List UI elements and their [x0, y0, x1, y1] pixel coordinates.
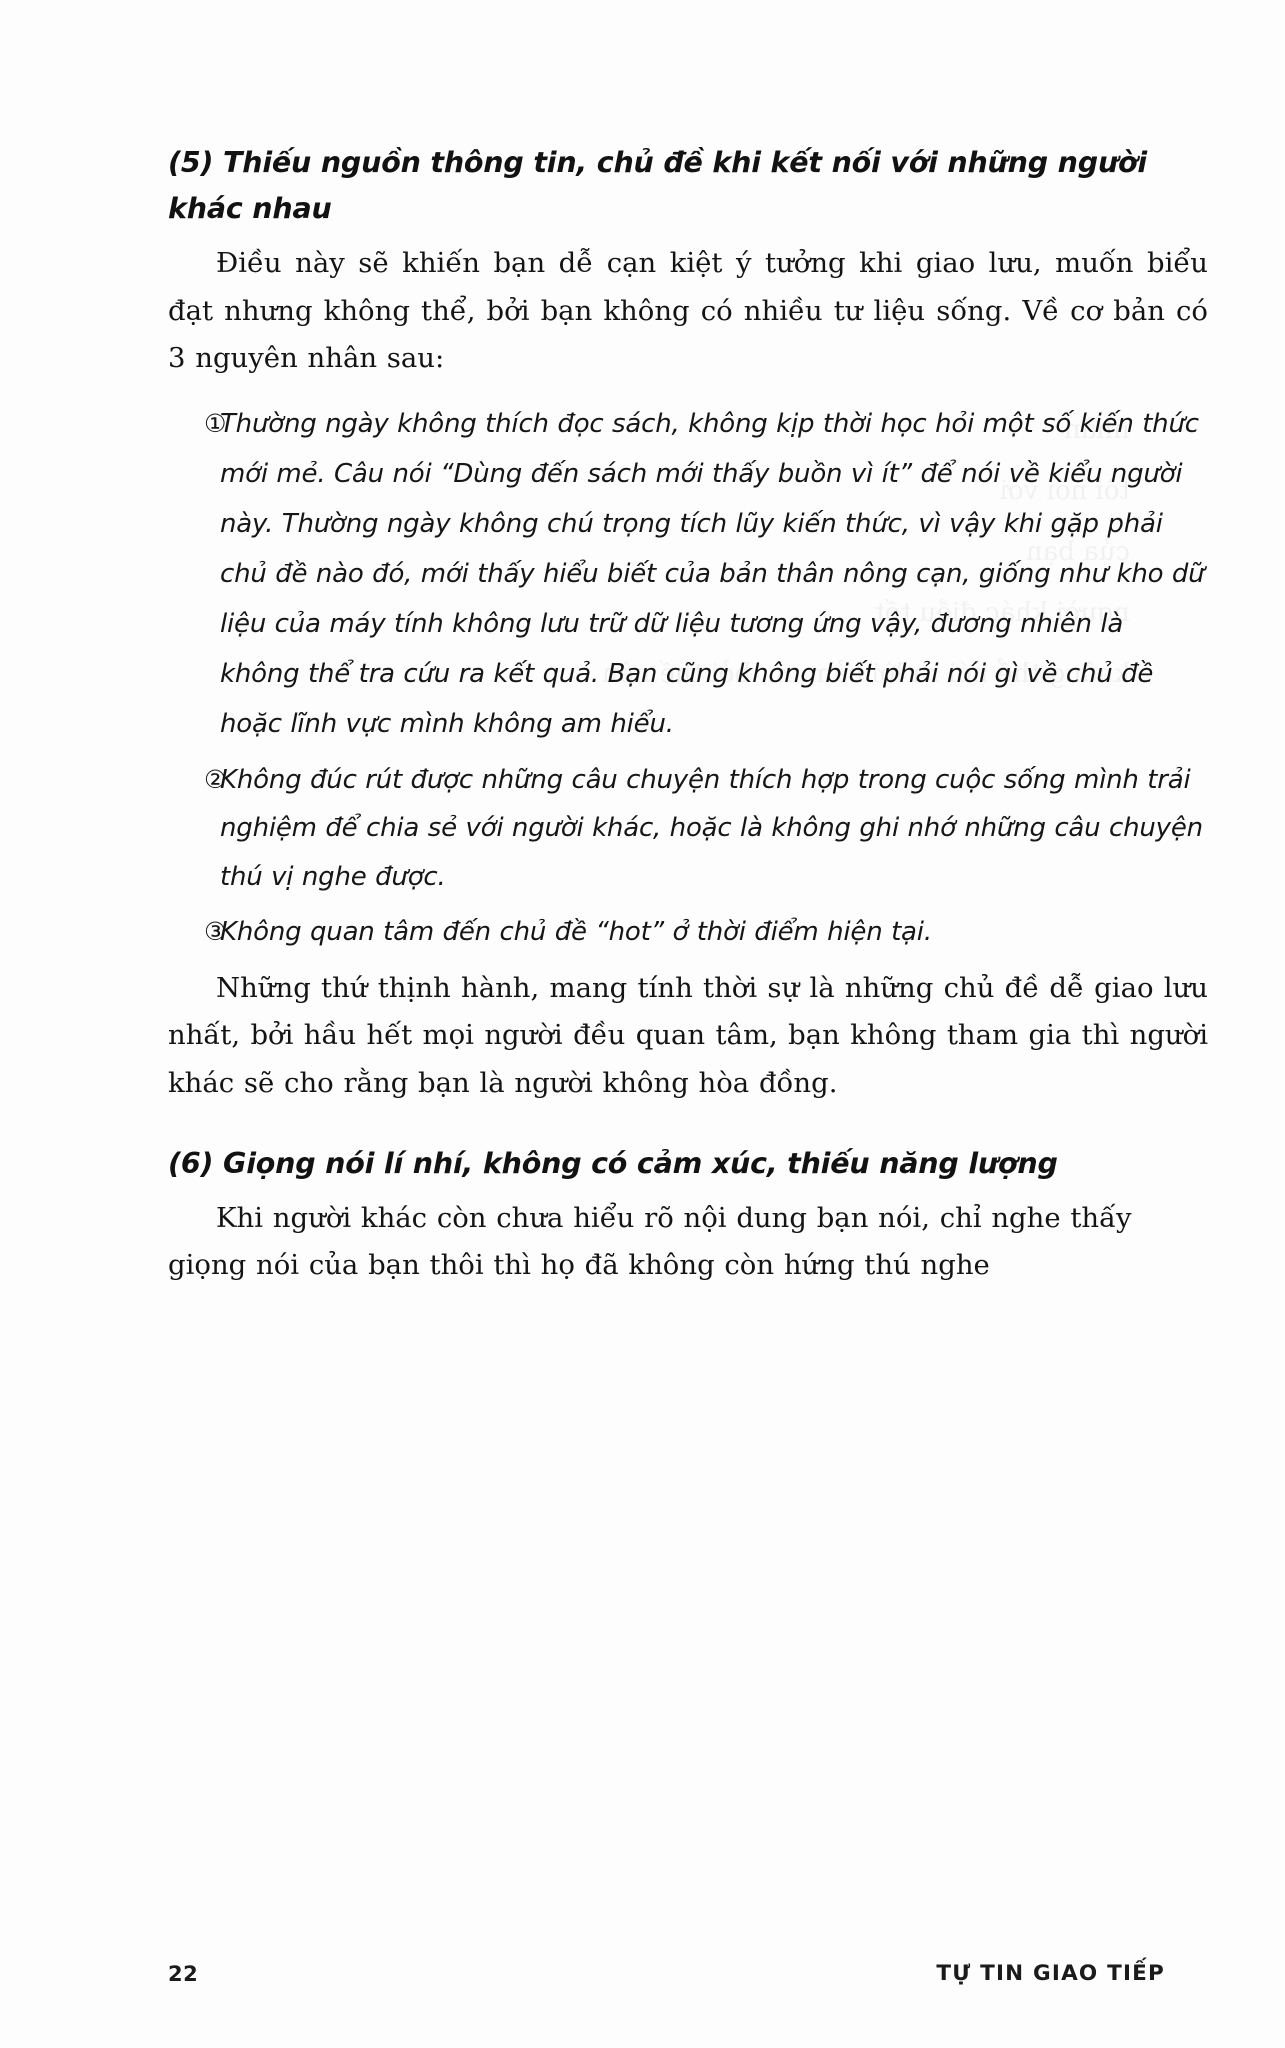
page-number: 22	[168, 1962, 199, 1986]
section-6-intro-paragraph: Khi người khác còn chưa hiểu rõ nội dung bạn nói, chỉ nghe thấy giọng nói của bạn thôi thì họ đã không còn hứng thú nghe	[168, 1202, 1132, 1282]
list-marker-1: ①	[204, 409, 227, 439]
section-5-closing-paragraph: Những thứ thịnh hành, mang tính thời sự là những chủ đề dễ giao lưu nhất, bởi hầu hết mọi người đều quan tâm, bạn không tham gia thì người khác sẽ cho rằng bạn là người không hòa đồng.	[168, 972, 1208, 1099]
section-heading-6: (6) Giọng nói lí nhí, không có cảm xúc, thiếu năng lượng	[168, 1146, 1058, 1180]
page-content	[168, 140, 1208, 1290]
book-title-footer: TỰ TIN GIAO TIẾP	[936, 1961, 1165, 1986]
list-item	[168, 908, 1208, 957]
page-footer	[168, 1961, 1165, 1986]
list-item-text-3: Không quan tâm đến chủ đề “hot” ở thời điểm hiện tại.	[220, 917, 932, 948]
list-item-text-2: Không đúc rút được những câu chuyện thích hợp trong cuộc sống mình trải nghiệm để chia sẻ với người khác, hoặc là không ghi nhớ những câu chuyện thú vị nghe được.	[220, 764, 1203, 893]
list-item-text-1: Thường ngày không thích đọc sách, không kịp thời học hỏi một số kiến thức mới mẻ. Câu nói “Dùng đến sách mới thấy buồn vì ít” để nói về kiểu người này. Thường ngày không chú trọng tích lũy kiến thức, vì vậy khi gặp phải chủ đề nào đó, mới thấy hiểu biết của bản thân nông cạn, giống như kho dữ liệu của máy tính không lưu trữ dữ liệu tương ứng vậy, đương nhiên là không thể tra cứu ra kết quả. Bạn cũng không biết phải nói gì về chủ đề hoặc lĩnh vực mình không am hiểu.	[220, 409, 1205, 739]
list-marker-3: ③	[204, 917, 227, 947]
causes-list	[168, 400, 1208, 957]
section-5-intro-paragraph: Điều này sẽ khiến bạn dễ cạn kiệt ý tưởng khi giao lưu, muốn biểu đạt nhưng không thể, bởi bạn không có nhiều tư liệu sống. Về cơ bản có 3 nguyên nhân sau:	[168, 247, 1208, 374]
section-heading-5: (5) Thiếu nguồn thông tin, chủ đề khi kết nối với những người khác nhau	[168, 146, 1147, 226]
list-marker-2: ②	[204, 764, 227, 794]
list-item	[168, 756, 1208, 903]
list-item	[168, 400, 1208, 749]
